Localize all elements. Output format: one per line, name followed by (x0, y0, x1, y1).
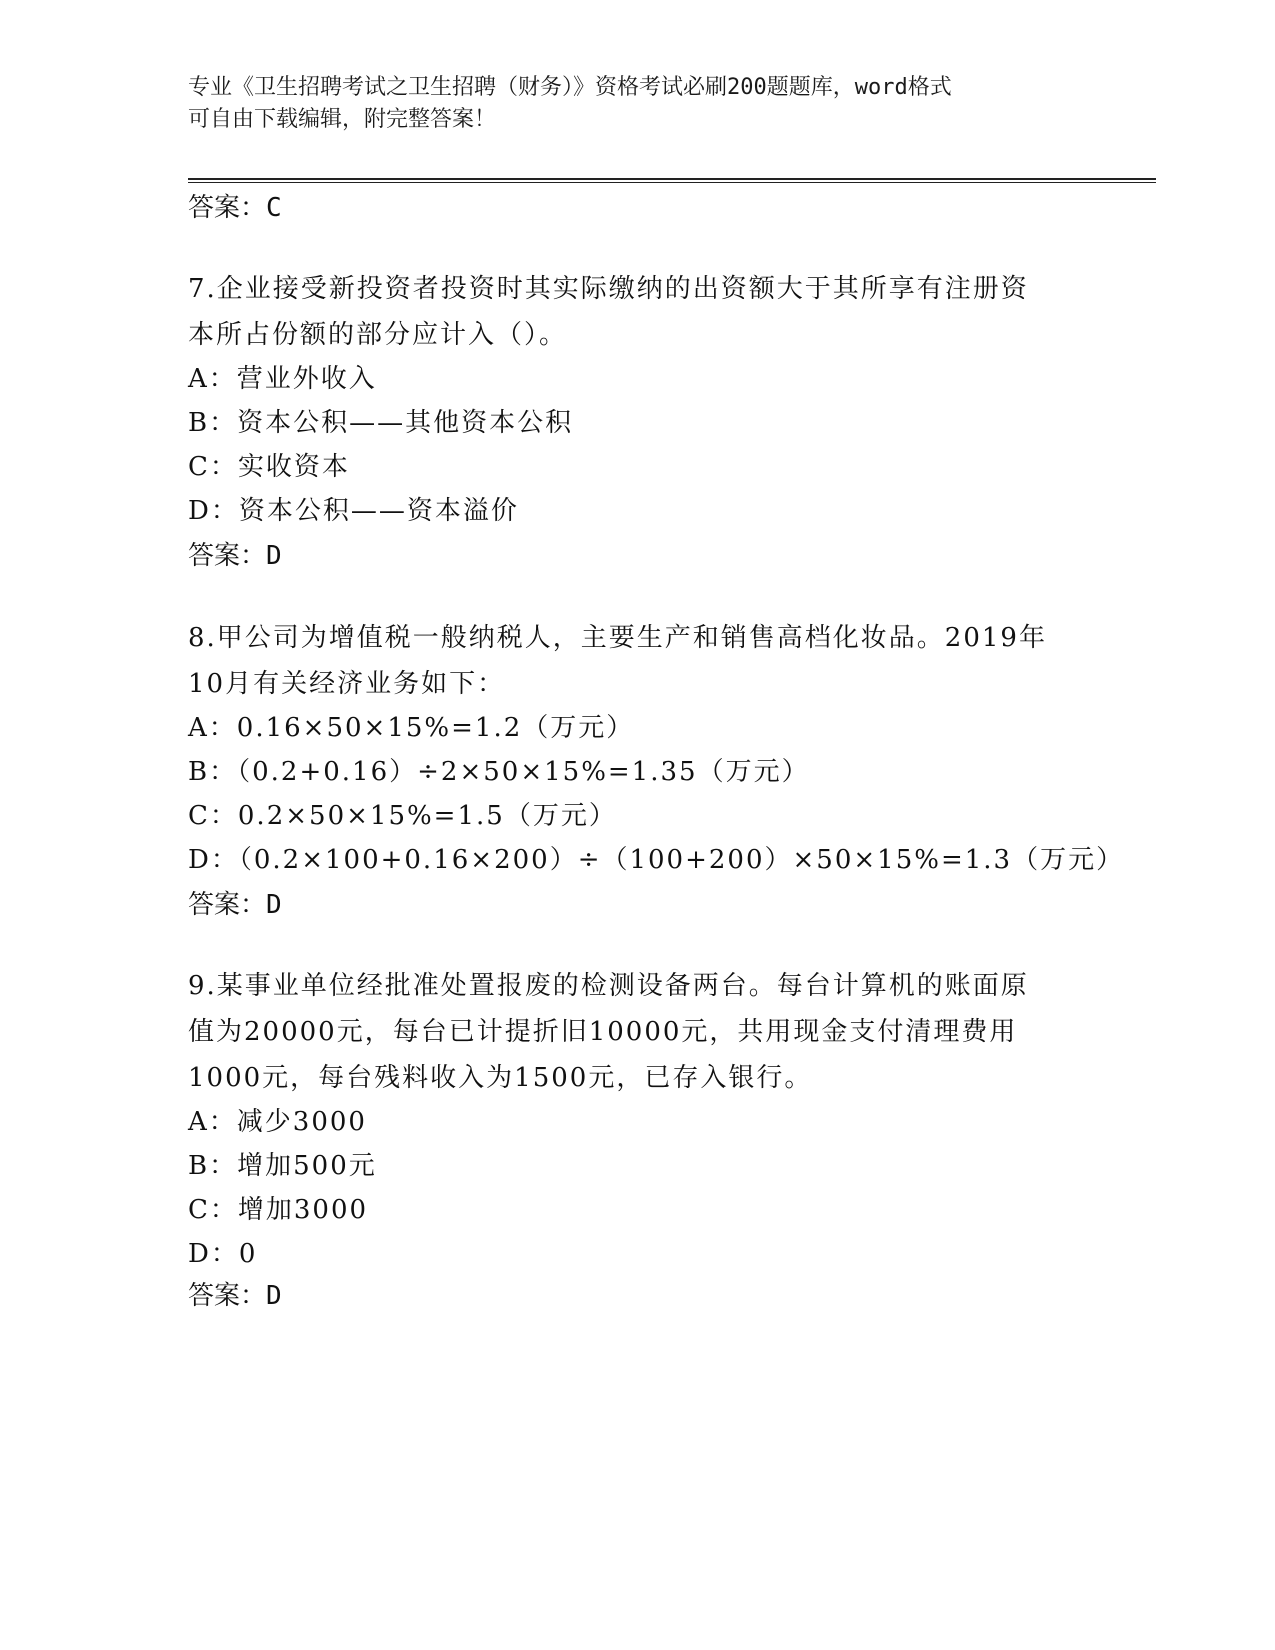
option-a: A：0.16×50×15%=1.2（万元） (188, 713, 635, 743)
option-d: D：资本公积——资本溢价 (188, 496, 519, 526)
answer-9: 答案：D (188, 1281, 282, 1311)
answer-8: 答案：D (188, 890, 282, 920)
header-divider (188, 178, 1156, 183)
option-b: B：增加500元 (188, 1151, 377, 1181)
question-text-line: 1000元，每台残料收入为1500元，已存入银行。 (188, 1063, 813, 1093)
question-9 (188, 963, 1088, 1277)
option-a: A：减少3000 (188, 1107, 367, 1137)
header-line-2: 可自由下载编辑，附完整答案！ (188, 107, 497, 132)
question-text-line: 10月有关经济业务如下： (188, 669, 506, 699)
option-c: C：0.2×50×15%=1.5（万元） (188, 801, 617, 831)
question-8 (188, 615, 1125, 883)
option-d: D：0 (188, 1239, 258, 1269)
header-line-1: 专业《卫生招聘考试之卫生招聘（财务）》资格考试必刷200题题库，word格式 (188, 75, 952, 100)
answer-prev: 答案：C (188, 193, 282, 223)
option-b: B：（0.2+0.16）÷2×50×15%=1.35（万元） (188, 757, 810, 787)
page-header (188, 72, 1088, 136)
option-a: A：营业外收入 (188, 364, 377, 394)
option-b: B：资本公积——其他资本公积 (188, 408, 574, 438)
question-text-line: 7.企业接受新投资者投资时其实际缴纳的出资额大于其所享有注册资 (188, 274, 1029, 304)
question-text-line: 8.甲公司为增值税一般纳税人，主要生产和销售高档化妆品。2019年 (188, 623, 1047, 653)
question-text-line: 本所占份额的部分应计入（）。 (188, 320, 568, 350)
question-text-line: 值为20000元，每台已计提折旧10000元，共用现金支付清理费用 (188, 1017, 1018, 1047)
question-text-line: 9.某事业单位经批准处置报废的检测设备两台。每台计算机的账面原 (188, 971, 1029, 1001)
option-c: C：实收资本 (188, 452, 350, 482)
option-c: C：增加3000 (188, 1195, 369, 1225)
question-7 (188, 266, 1088, 534)
option-d: D：（0.2×100+0.16×200）÷（100+200）×50×15%=1.3（万元） (188, 845, 1125, 875)
answer-7: 答案：D (188, 541, 282, 571)
